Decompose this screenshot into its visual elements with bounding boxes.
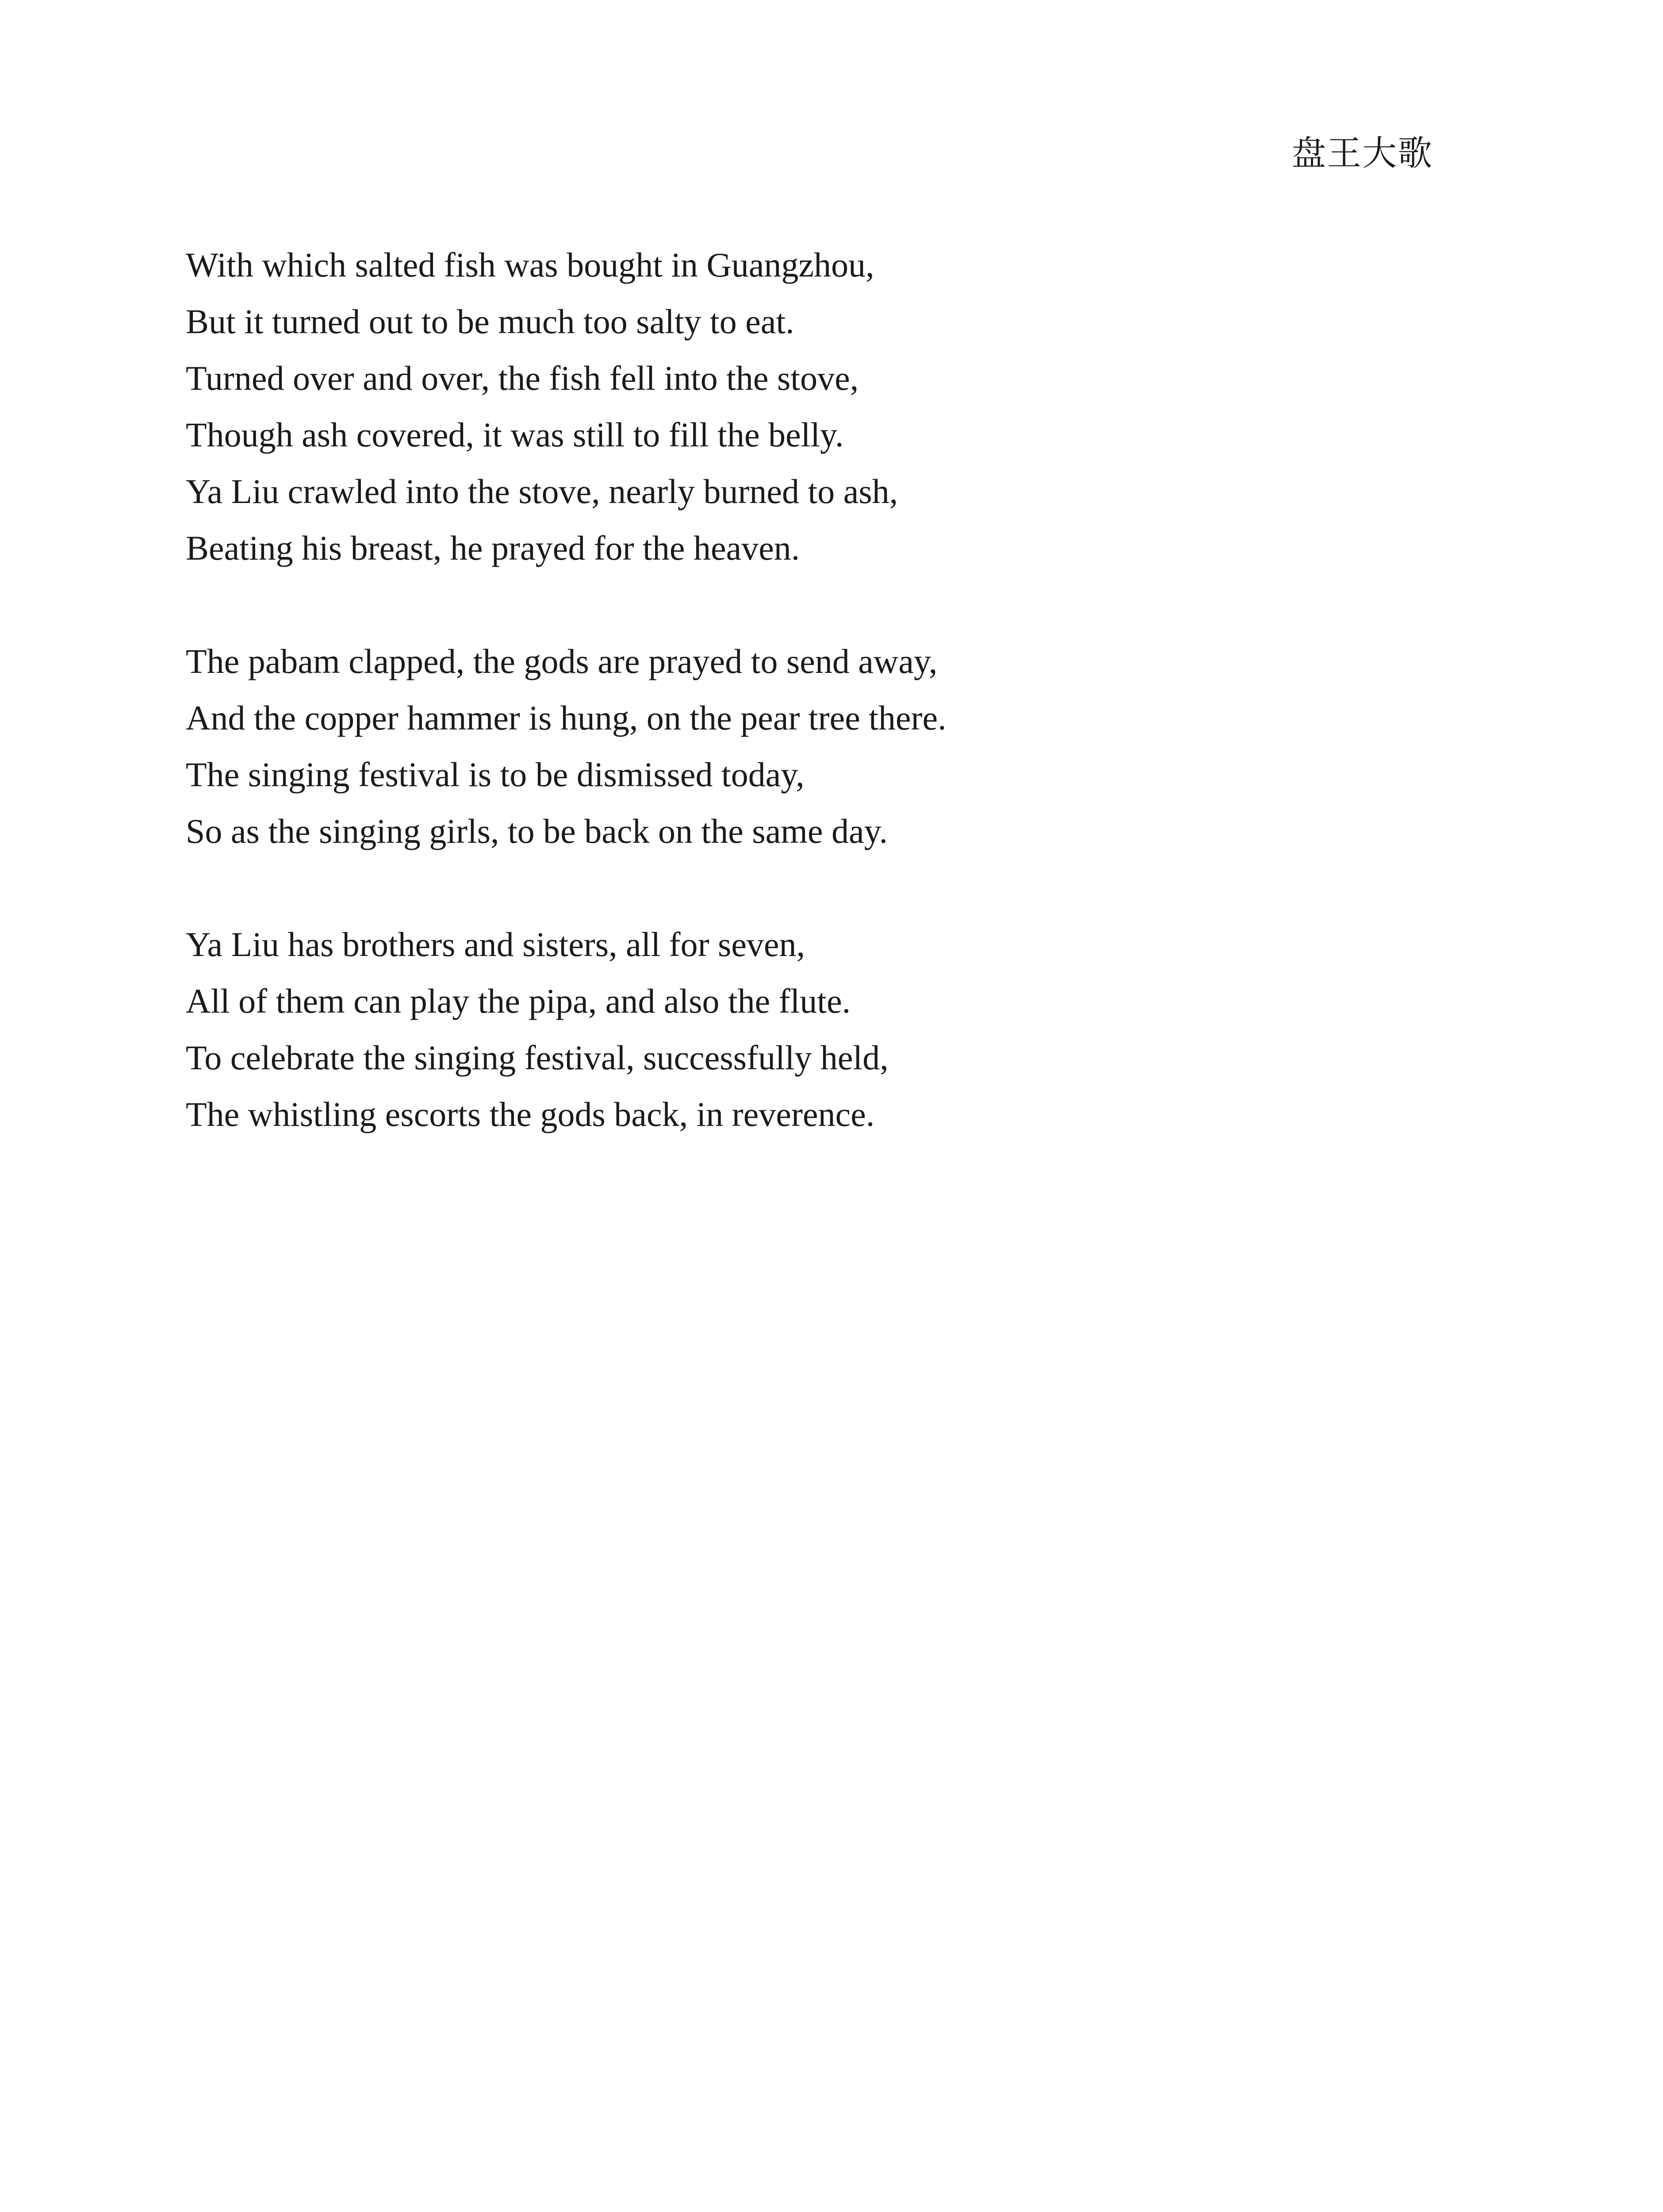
poem-line: The whistling escorts the gods back, in reverence. <box>186 1095 875 1133</box>
poem-line: Beating his breast, he prayed for the heaven. <box>186 529 800 567</box>
poem-line: Turned over and over, the fish fell into the stove, <box>186 359 859 397</box>
poem-line: So as the singing girls, to be back on the same day. <box>186 812 888 850</box>
poem-line: All of them can play the pipa, and also the flute. <box>186 982 851 1020</box>
poem-line: But it turned out to be much too salty to eat. <box>186 302 794 341</box>
poem-line: Ya Liu has brothers and sisters, all for seven, <box>186 925 805 964</box>
poem-body <box>186 237 1468 1199</box>
stanza-3 <box>186 916 1468 1143</box>
running-header-title: 盘王大歌 <box>1291 134 1433 173</box>
stanza-1 <box>186 237 1468 576</box>
poem-line: And the copper hammer is hung, on the pear tree there. <box>186 699 946 737</box>
poem-line: Ya Liu crawled into the stove, nearly burned to ash, <box>186 472 898 511</box>
poem-line: Though ash covered, it was still to fill the belly. <box>186 415 844 454</box>
stanza-2 <box>186 633 1468 860</box>
poem-line: To celebrate the singing festival, successfully held, <box>186 1038 889 1077</box>
poem-line: The singing festival is to be dismissed today, <box>186 755 805 794</box>
poem-line: With which salted fish was bought in Guangzhou, <box>186 246 874 284</box>
poem-line: The pabam clapped, the gods are prayed to send away, <box>186 642 938 680</box>
